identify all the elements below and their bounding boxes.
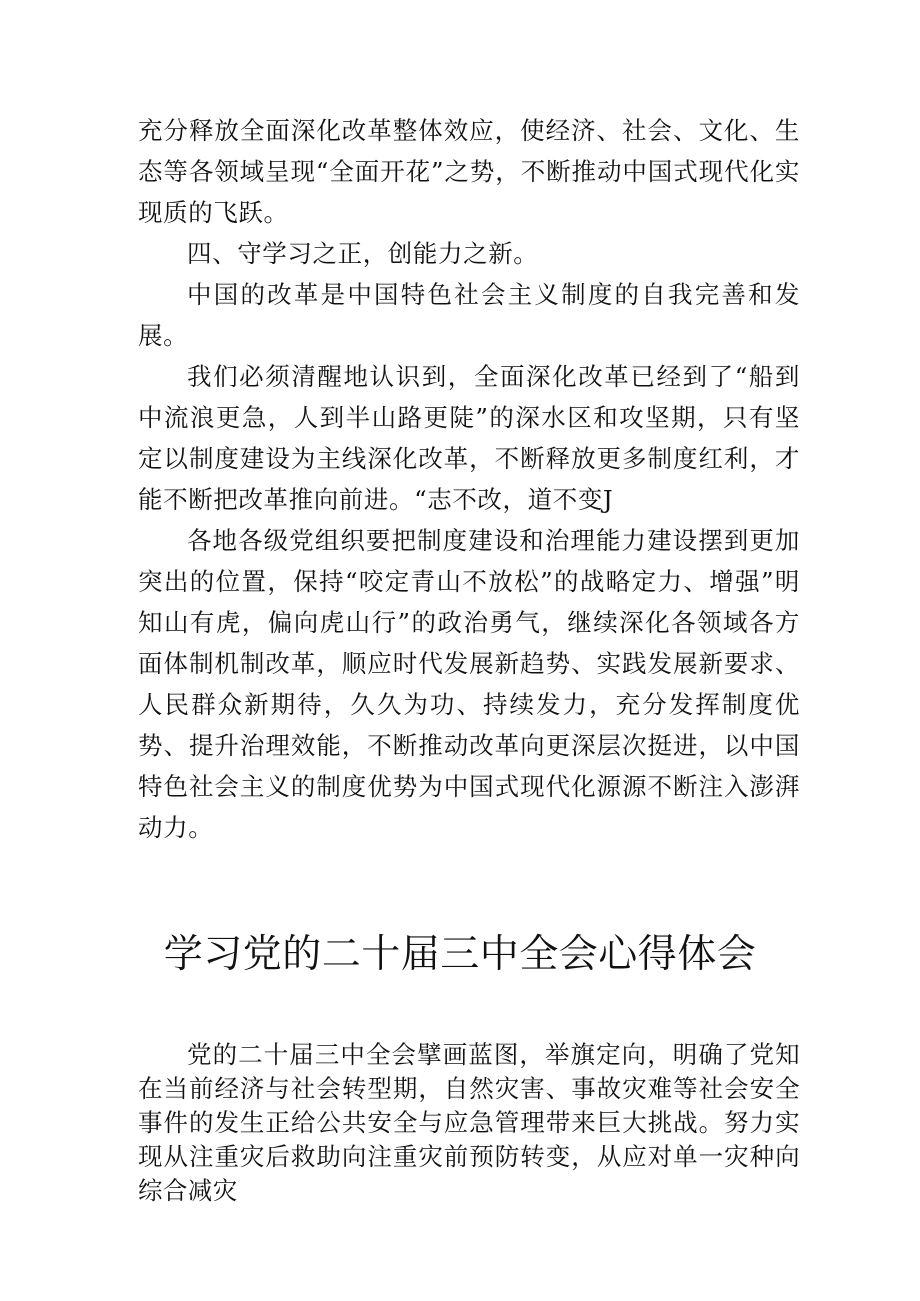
paragraph-continuation: 充分释放全面深化改革整体效应，使经济、社会、文化、生态等各领域呈现“全面开花”之势，不断推动中国式现代化实现质的飞跃。 bbox=[138, 116, 800, 227]
essay-title: 学习党的二十届三中全会心得体会 bbox=[163, 932, 757, 977]
essay-body-continued bbox=[138, 110, 800, 848]
paragraph: 中国的改革是中国特色社会主义制度的自我完善和发展。 bbox=[138, 280, 800, 350]
section-heading-four: 四、守学习之正，创能力之新。 bbox=[187, 239, 539, 268]
paragraph: 我们必须清醒地认识到，全面深化改革已经到了“船到中流浪更急，人到半山路更陡”的深水区和攻坚期，只有坚定以制度建设为主线深化改革，不断释放更多制度红利，才能不断把改革推向前进。“志不改，道不变J bbox=[138, 362, 800, 514]
essay-body bbox=[138, 1038, 800, 1208]
paragraph: 党的二十届三中全会擘画蓝图，举旗定向，明确了党知在当前经济与社会转型期，自然灾害、事故灾难等社会安全事件的发生正给公共安全与应急管理带来巨大挑战。努力实现从注重灾后救助向注重灾前预防转变，从应对单一灾种向综合减灾 bbox=[138, 1040, 800, 1205]
paragraph: 各地各级党组织要把制度建设和治理能力建设摆到更加突出的位置，保持“咬定青山不放松”的战略定力、增强”明知山有虎，偏向虎山行”的政治勇气，继续深化各领域各方面体制机制改革，顺应时代发展新趋势、实践发展新要求、人民群众新期待，久久为功、持续发力，充分发挥制度优势、提升治理效能，不断推动改革向更深层次挺进，以中国特色社会主义的制度优势为中国式现代化源源不断注入澎湃动力。 bbox=[138, 526, 800, 842]
